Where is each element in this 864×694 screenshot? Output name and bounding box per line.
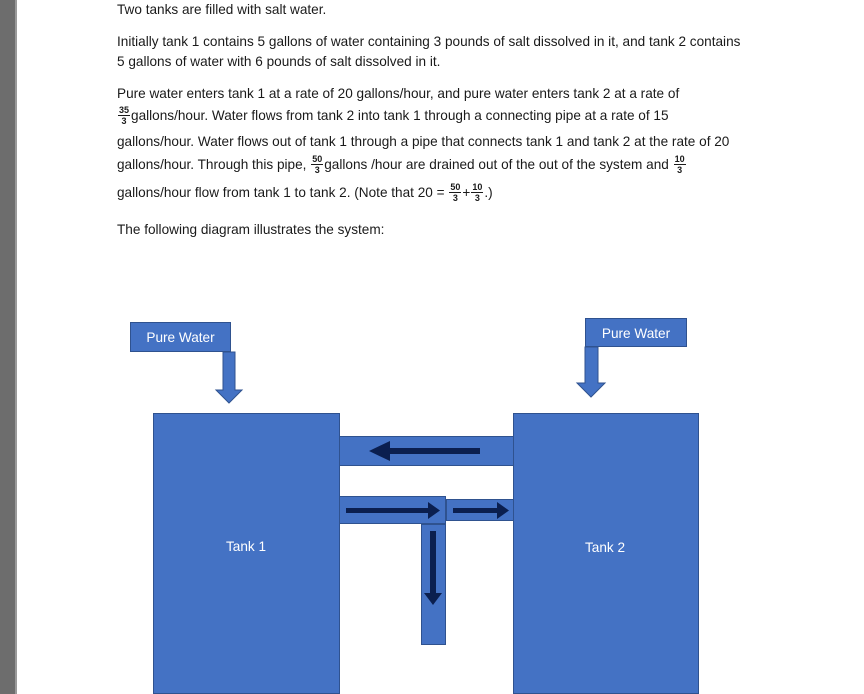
flow-line-4-a: gallons/hour. Through this pipe, — [117, 157, 307, 173]
paragraph-initial-line-2: 5 gallons of water with 6 pounds of salt dissolved in it. — [117, 54, 441, 69]
flow-arrow-left — [369, 441, 480, 461]
flow-line-4-b: gallons /hour are drained out of the out of the system and — [324, 157, 669, 173]
paragraph-diagram-intro: The following diagram illustrates the system: — [117, 222, 385, 237]
pure-water-label-right: Pure Water — [585, 318, 687, 347]
paragraph-initial-line-1: Initially tank 1 contains 5 gallons of water containing 3 pounds of salt dissolved in it, and tank 2 contains — [117, 34, 741, 49]
fraction-50-3-b: $\frac{50}{3}$ — [450, 182, 461, 203]
flow-arrow-down — [424, 531, 442, 605]
paragraph-flow-line-3: gallons/hour. Water flows out of tank 1 through a pipe that connects tank 1 and tank 2 at the rate of 20 — [117, 134, 730, 149]
plus-sign: + — [462, 185, 471, 201]
flow-arrow-right-2 — [453, 502, 509, 519]
paragraph-intro: Two tanks are filled with salt water. — [117, 2, 327, 17]
tank-1-label: Tank 1 — [226, 539, 267, 554]
fraction-10-3-a: $\frac{10}{3}$ — [674, 154, 685, 175]
fraction-10-3-b: $\frac{10}{3}$ — [472, 182, 483, 203]
tank-2-label: Tank 2 — [585, 540, 626, 555]
fraction-35-3: $\frac{35}{3}$ — [119, 105, 130, 126]
pure-water-label-left: Pure Water — [130, 322, 231, 352]
paragraph-flow-line-1: Pure water enters tank 1 at a rate of 20 gallons/hour, and pure water enters tank 2 at a rate of — [117, 86, 680, 101]
flow-line-2-text: gallons/hour. Water flows from tank 2 into tank 1 through a connecting pipe at a rate of 15 — [131, 108, 669, 124]
flow-line-5-end: .) — [484, 185, 493, 201]
flow-line-5-a: gallons/hour flow from tank 1 to tank 2. (Note that 20 = — [117, 185, 445, 201]
fraction-50-3: $\frac{50}{3}$ — [312, 154, 323, 175]
flow-arrow-right-1 — [346, 502, 440, 519]
